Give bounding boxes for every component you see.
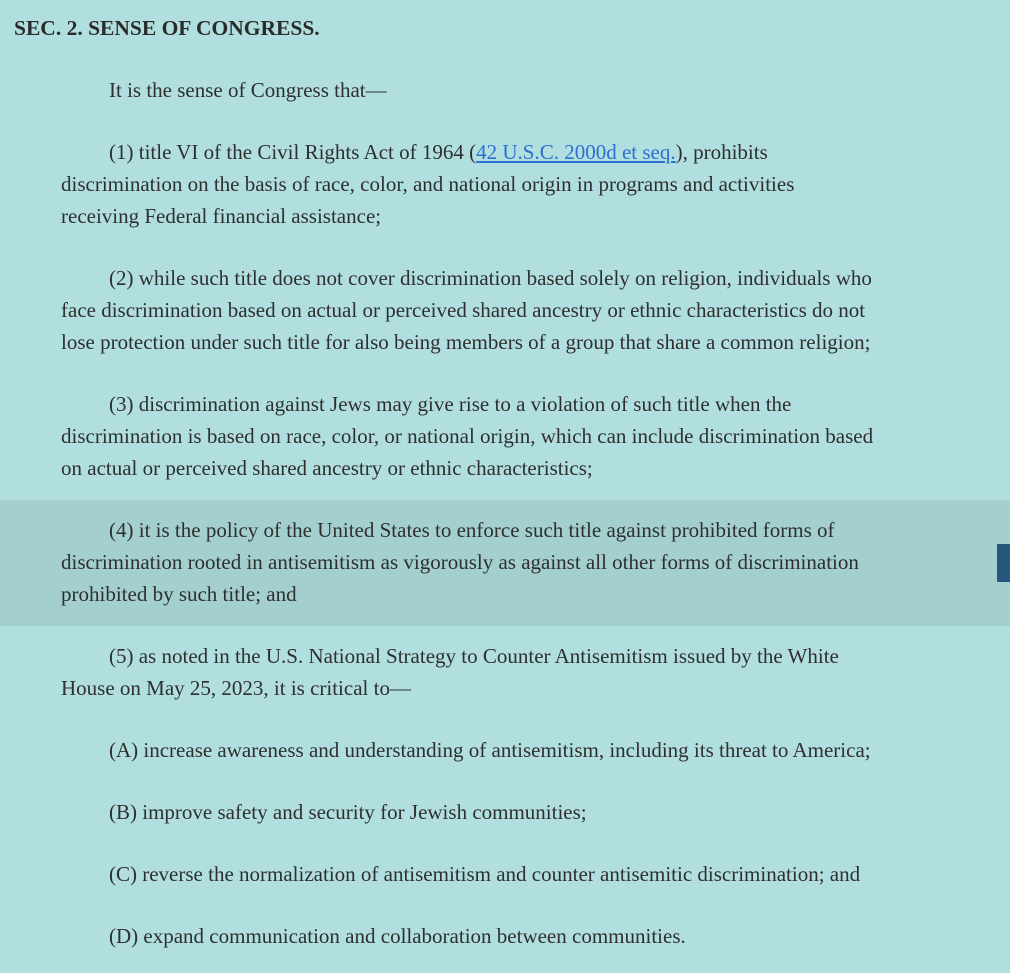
section-heading: SEC. 2. SENSE OF CONGRESS. — [14, 16, 320, 40]
paragraph-5 — [61, 640, 996, 704]
intro-paragraph — [61, 74, 996, 106]
paragraph-3-line-1: (3) discrimination against Jews may give rise to a violation of such title when the — [109, 392, 792, 416]
paragraph-1-text-before-link: (1) title VI of the Civil Rights Act of 1964 ( — [109, 140, 477, 164]
subitem-b: (B) improve safety and security for Jewish communities; — [109, 800, 587, 824]
paragraph-3-line-2: discrimination is based on race, color, or national origin, which can include discrimination based — [61, 424, 874, 448]
usc-citation-link[interactable]: 42 U.S.C. 2000d et seq. — [476, 140, 676, 164]
subitem-a: (A) increase awareness and understanding of antisemitism, including its threat to America; — [109, 738, 871, 762]
paragraph-1-line-1 — [61, 136, 996, 168]
scroll-position-marker[interactable] — [997, 544, 1010, 582]
paragraph-3 — [61, 388, 996, 484]
paragraph-3-line-3: on actual or perceived shared ancestry or ethnic characteristics; — [61, 456, 593, 480]
paragraph-2-line-1: (2) while such title does not cover discrimination based solely on religion, individuals who — [109, 266, 872, 290]
paragraph-2-line-3: lose protection under such title for also being members of a group that share a common religion; — [61, 330, 871, 354]
paragraph-4 — [61, 514, 996, 610]
paragraph-1 — [61, 136, 996, 232]
paragraph-4-line-2: discrimination rooted in antisemitism as vigorously as against all other forms of discrimination — [61, 550, 859, 574]
subitem-d: (D) expand communication and collaboration between communities. — [109, 924, 686, 948]
paragraph-1-text-after-link: ), prohibits — [675, 140, 768, 164]
paragraph-1-line-3: receiving Federal financial assistance; — [61, 204, 382, 228]
paragraph-1-line-2: discrimination on the basis of race, color, and national origin in programs and activities — [61, 172, 795, 196]
paragraph-4-line-3: prohibited by such title; and — [61, 582, 297, 606]
paragraph-4-line-1: (4) it is the policy of the United States to enforce such title against prohibited forms of — [109, 518, 835, 542]
paragraph-5-line-1: (5) as noted in the U.S. National Strategy to Counter Antisemitism issued by the White — [109, 644, 839, 668]
paragraph-2-line-2: face discrimination based on actual or perceived shared ancestry or ethnic characteristics do not — [61, 298, 866, 322]
paragraph-5-line-2: House on May 25, 2023, it is critical to— — [61, 676, 411, 700]
subitem-c: (C) reverse the normalization of antisemitism and counter antisemitic discrimination; and — [109, 862, 861, 886]
paragraph-2 — [61, 262, 996, 358]
intro-text: It is the sense of Congress that— — [109, 78, 387, 102]
